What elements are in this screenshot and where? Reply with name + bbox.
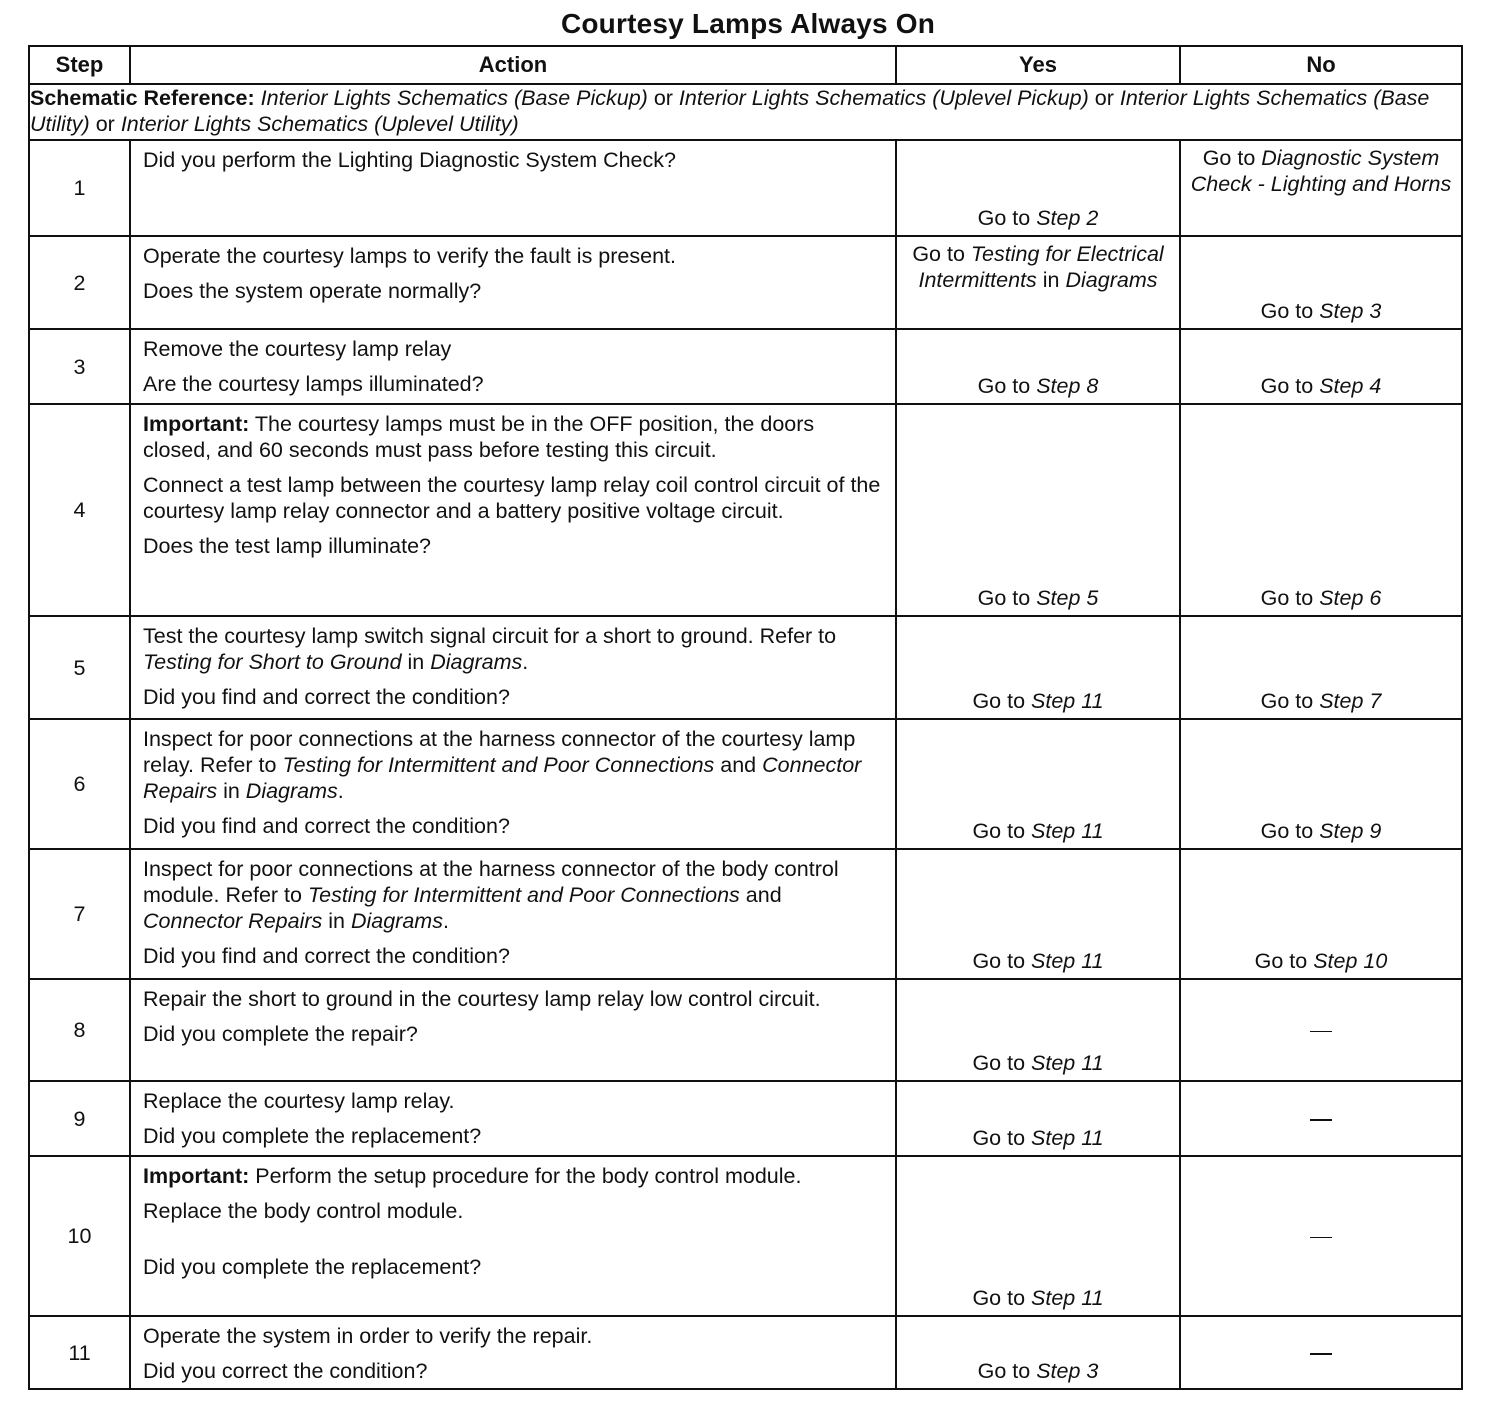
action-text: Connect a test lamp between the courtesy lamp relay coil control circuit of the courtesy lamp relay connector and a battery positive voltage circuit. xyxy=(143,473,881,523)
goto-prefix: Go to xyxy=(972,1126,1026,1150)
refer-to-text: Refer to xyxy=(199,753,277,777)
table-row xyxy=(29,1316,1462,1389)
action-main: Test the courtesy lamp switch signal circuit for a short to ground. xyxy=(143,624,754,648)
doc-link[interactable]: Diagrams xyxy=(430,650,523,674)
joiner-text: or xyxy=(1094,86,1114,110)
no-cell xyxy=(1180,404,1462,616)
yes-cell xyxy=(896,236,1180,329)
header-no: No xyxy=(1180,46,1462,84)
doc-link[interactable]: Diagrams xyxy=(245,779,338,803)
yes-cell xyxy=(896,616,1180,719)
step-number: 6 xyxy=(29,719,130,849)
step-number: 1 xyxy=(29,140,130,236)
goto-prefix: Go to xyxy=(972,1051,1026,1075)
doc-link[interactable]: Testing for Intermittent and Poor Connections xyxy=(307,883,740,907)
diagnostic-table xyxy=(28,45,1463,1390)
dash-mark xyxy=(1310,1237,1332,1239)
action-text: Operate the system in order to verify the repair. xyxy=(143,1324,593,1348)
doc-link[interactable]: Testing for Electrical Intermittents xyxy=(918,242,1164,292)
action-cell xyxy=(130,140,896,236)
schematic-ref-link[interactable]: Interior Lights Schematics (Base Pickup) xyxy=(260,86,648,110)
no-cell-empty xyxy=(1180,979,1462,1081)
no-cell xyxy=(1180,236,1462,329)
doc-link[interactable]: Connector Repairs xyxy=(143,753,862,803)
important-label: Important: xyxy=(143,1164,250,1188)
goto-prefix: Go to xyxy=(977,206,1031,230)
dash-mark xyxy=(1310,1031,1332,1033)
refer-to-text: Refer to xyxy=(225,883,302,907)
table-row xyxy=(29,1156,1462,1316)
action-cell xyxy=(130,1156,896,1316)
no-cell xyxy=(1180,140,1462,236)
step-link[interactable]: Step 11 xyxy=(1031,1126,1104,1150)
step-link[interactable]: Step 11 xyxy=(1031,949,1104,973)
table-row xyxy=(29,140,1462,236)
table-row xyxy=(29,979,1462,1081)
goto-prefix: Go to xyxy=(1254,949,1308,973)
step-link[interactable]: Step 2 xyxy=(1036,206,1099,230)
header-step: Step xyxy=(29,46,130,84)
no-cell xyxy=(1180,719,1462,849)
action-cell xyxy=(130,616,896,719)
goto-prefix: Go to xyxy=(1260,586,1314,610)
action-cell xyxy=(130,329,896,404)
action-text: Inspect for poor connections at the harness connector of the body control module. Refer to Testing for Intermittent and Poor Connections and Connector Repairs in Diagrams. xyxy=(143,857,839,933)
dash-mark xyxy=(1310,1119,1332,1121)
step-link[interactable]: Step 5 xyxy=(1036,586,1099,610)
no-cell-empty xyxy=(1180,1081,1462,1156)
schematic-label: Schematic Reference: xyxy=(30,86,255,110)
no-cell-empty xyxy=(1180,1156,1462,1316)
table-row xyxy=(29,719,1462,849)
goto-prefix: Go to xyxy=(977,374,1031,398)
goto-prefix: Go to xyxy=(972,1286,1026,1310)
action-text: Remove the courtesy lamp relay xyxy=(143,337,452,361)
question-text: Did you find and correct the condition? xyxy=(143,685,510,709)
goto-prefix: Go to xyxy=(972,949,1026,973)
question-text: Does the system operate normally? xyxy=(143,279,482,303)
goto-prefix: Go to xyxy=(1260,299,1314,323)
step-link[interactable]: Step 8 xyxy=(1036,374,1099,398)
question-text: Did you find and correct the condition? xyxy=(143,814,510,838)
schematic-reference-row xyxy=(29,84,1462,140)
step-link[interactable]: Step 3 xyxy=(1319,299,1382,323)
step-number: 9 xyxy=(29,1081,130,1156)
step-link[interactable]: Step 6 xyxy=(1319,586,1382,610)
action-cell xyxy=(130,404,896,616)
header-action: Action xyxy=(130,46,896,84)
no-cell-empty xyxy=(1180,1316,1462,1389)
schematic-reference xyxy=(29,84,1462,140)
action-cell xyxy=(130,1081,896,1156)
question-text: Did you find and correct the condition? xyxy=(143,944,510,968)
step-link[interactable]: Step 11 xyxy=(1031,689,1104,713)
step-link[interactable]: Step 7 xyxy=(1319,689,1382,713)
no-cell xyxy=(1180,849,1462,979)
important-text: Perform the setup procedure for the body control module. xyxy=(255,1164,802,1188)
yes-cell xyxy=(896,1316,1180,1389)
in-text: in xyxy=(328,909,345,933)
refer-to-text: Refer to xyxy=(759,624,837,648)
action-text: Replace the courtesy lamp relay. xyxy=(143,1089,455,1113)
yes-cell xyxy=(896,1156,1180,1316)
step-link[interactable]: Step 4 xyxy=(1319,374,1382,398)
table-row xyxy=(29,616,1462,719)
page-title: Courtesy Lamps Always On xyxy=(560,8,936,39)
question-text: Did you complete the repair? xyxy=(143,1022,418,1046)
yes-cell xyxy=(896,140,1180,236)
question-text: Does the test lamp illuminate? xyxy=(143,534,432,558)
yes-cell xyxy=(896,979,1180,1081)
header-row xyxy=(29,46,1462,84)
action-main: Inspect for poor connections at the harness connector of the body control module. xyxy=(143,857,839,907)
doc-link[interactable]: Diagnostic System Check - Lighting and Horns xyxy=(1190,146,1452,196)
table-row xyxy=(29,236,1462,329)
goto-prefix: Go to xyxy=(1260,689,1314,713)
goto-prefix: Go to xyxy=(977,586,1031,610)
doc-link[interactable]: Diagrams xyxy=(350,909,443,933)
action-text: Did you perform the Lighting Diagnostic System Check? xyxy=(143,148,676,172)
yes-cell xyxy=(896,849,1180,979)
question-text: Did you complete the replacement? xyxy=(143,1255,482,1279)
action-main: Inspect for poor connections at the harness connector of the courtesy lamp relay. xyxy=(143,727,856,777)
action-text: Test the courtesy lamp switch signal circuit for a short to ground. Refer to Testing for Short to Ground in Diagrams. xyxy=(143,624,837,674)
goto-prefix: Go to xyxy=(1260,819,1314,843)
and-text: and xyxy=(745,883,782,907)
step-number: 10 xyxy=(29,1156,130,1316)
action-cell xyxy=(130,236,896,329)
step-link[interactable]: Step 11 xyxy=(1031,1286,1104,1310)
joiner-text: or xyxy=(95,112,115,136)
action-cell xyxy=(130,979,896,1081)
action-text: Inspect for poor connections at the harness connector of the courtesy lamp relay. Refer to Testing for Intermittent and Poor Connections and Connector Repairs in Diagrams. xyxy=(143,727,862,803)
dash-mark xyxy=(1310,1353,1332,1355)
header-yes: Yes xyxy=(896,46,1180,84)
important-note xyxy=(143,411,883,463)
goto-prefix: Go to xyxy=(1202,146,1256,170)
step-number: 7 xyxy=(29,849,130,979)
doc-link[interactable]: Testing for Intermittent and Poor Connections xyxy=(282,753,715,777)
action-text: Repair the short to ground in the courtesy lamp relay low control circuit. xyxy=(143,987,821,1011)
goto-prefix: Go to xyxy=(972,689,1026,713)
no-cell xyxy=(1180,616,1462,719)
table-row xyxy=(29,849,1462,979)
goto-prefix: Go to xyxy=(972,819,1026,843)
in-text: in xyxy=(407,650,425,674)
step-number: 8 xyxy=(29,979,130,1081)
action-cell xyxy=(130,849,896,979)
yes-cell xyxy=(896,719,1180,849)
step-link[interactable]: Step 11 xyxy=(1031,819,1104,843)
step-link[interactable]: Step 9 xyxy=(1319,819,1382,843)
yes-cell xyxy=(896,329,1180,404)
in-text: in xyxy=(1042,268,1060,292)
goto-prefix: Go to xyxy=(1260,374,1314,398)
table-row xyxy=(29,329,1462,404)
and-text: and xyxy=(720,753,757,777)
goto-prefix: Go to xyxy=(977,1359,1031,1383)
step-link[interactable]: Step 3 xyxy=(1036,1359,1099,1383)
step-number: 5 xyxy=(29,616,130,719)
table-row xyxy=(29,404,1462,616)
question-text: Are the courtesy lamps illuminated? xyxy=(143,372,484,396)
doc-link[interactable]: Testing for Short to Ground xyxy=(143,650,402,674)
goto-prefix: Go to xyxy=(912,242,965,266)
step-number: 2 xyxy=(29,236,130,329)
important-label: Important: xyxy=(143,412,250,436)
no-cell xyxy=(1180,329,1462,404)
schematic-ref-link[interactable]: Interior Lights Schematics (Base Utility) xyxy=(30,86,1430,136)
action-text: Replace the body control module. xyxy=(143,1199,464,1223)
action-text: Operate the courtesy lamps to verify the fault is present. xyxy=(143,244,676,268)
action-cell xyxy=(130,719,896,849)
step-number: 4 xyxy=(29,404,130,616)
step-number: 11 xyxy=(29,1316,130,1389)
yes-cell xyxy=(896,1081,1180,1156)
important-note xyxy=(143,1163,883,1189)
step-number: 3 xyxy=(29,329,130,404)
step-link[interactable]: Step 11 xyxy=(1031,1051,1104,1075)
step-link[interactable]: Step 10 xyxy=(1313,949,1388,973)
schematic-ref-link[interactable]: Interior Lights Schematics (Uplevel Pickup) xyxy=(678,86,1089,110)
important-text: The courtesy lamps must be in the OFF position, the doors closed, and 60 seconds must pass before testing this circuit. xyxy=(143,412,815,462)
doc-link[interactable]: Diagrams xyxy=(1065,268,1158,292)
doc-link[interactable]: Connector Repairs xyxy=(143,909,323,933)
table-row xyxy=(29,1081,1462,1156)
question-text: Did you correct the condition? xyxy=(143,1359,428,1383)
joiner-text: or xyxy=(653,86,673,110)
yes-cell xyxy=(896,404,1180,616)
action-cell xyxy=(130,1316,896,1389)
question-text: Did you complete the replacement? xyxy=(143,1124,482,1148)
schematic-ref-link[interactable]: Interior Lights Schematics (Uplevel Utility) xyxy=(120,112,519,136)
in-text: in xyxy=(223,779,240,803)
